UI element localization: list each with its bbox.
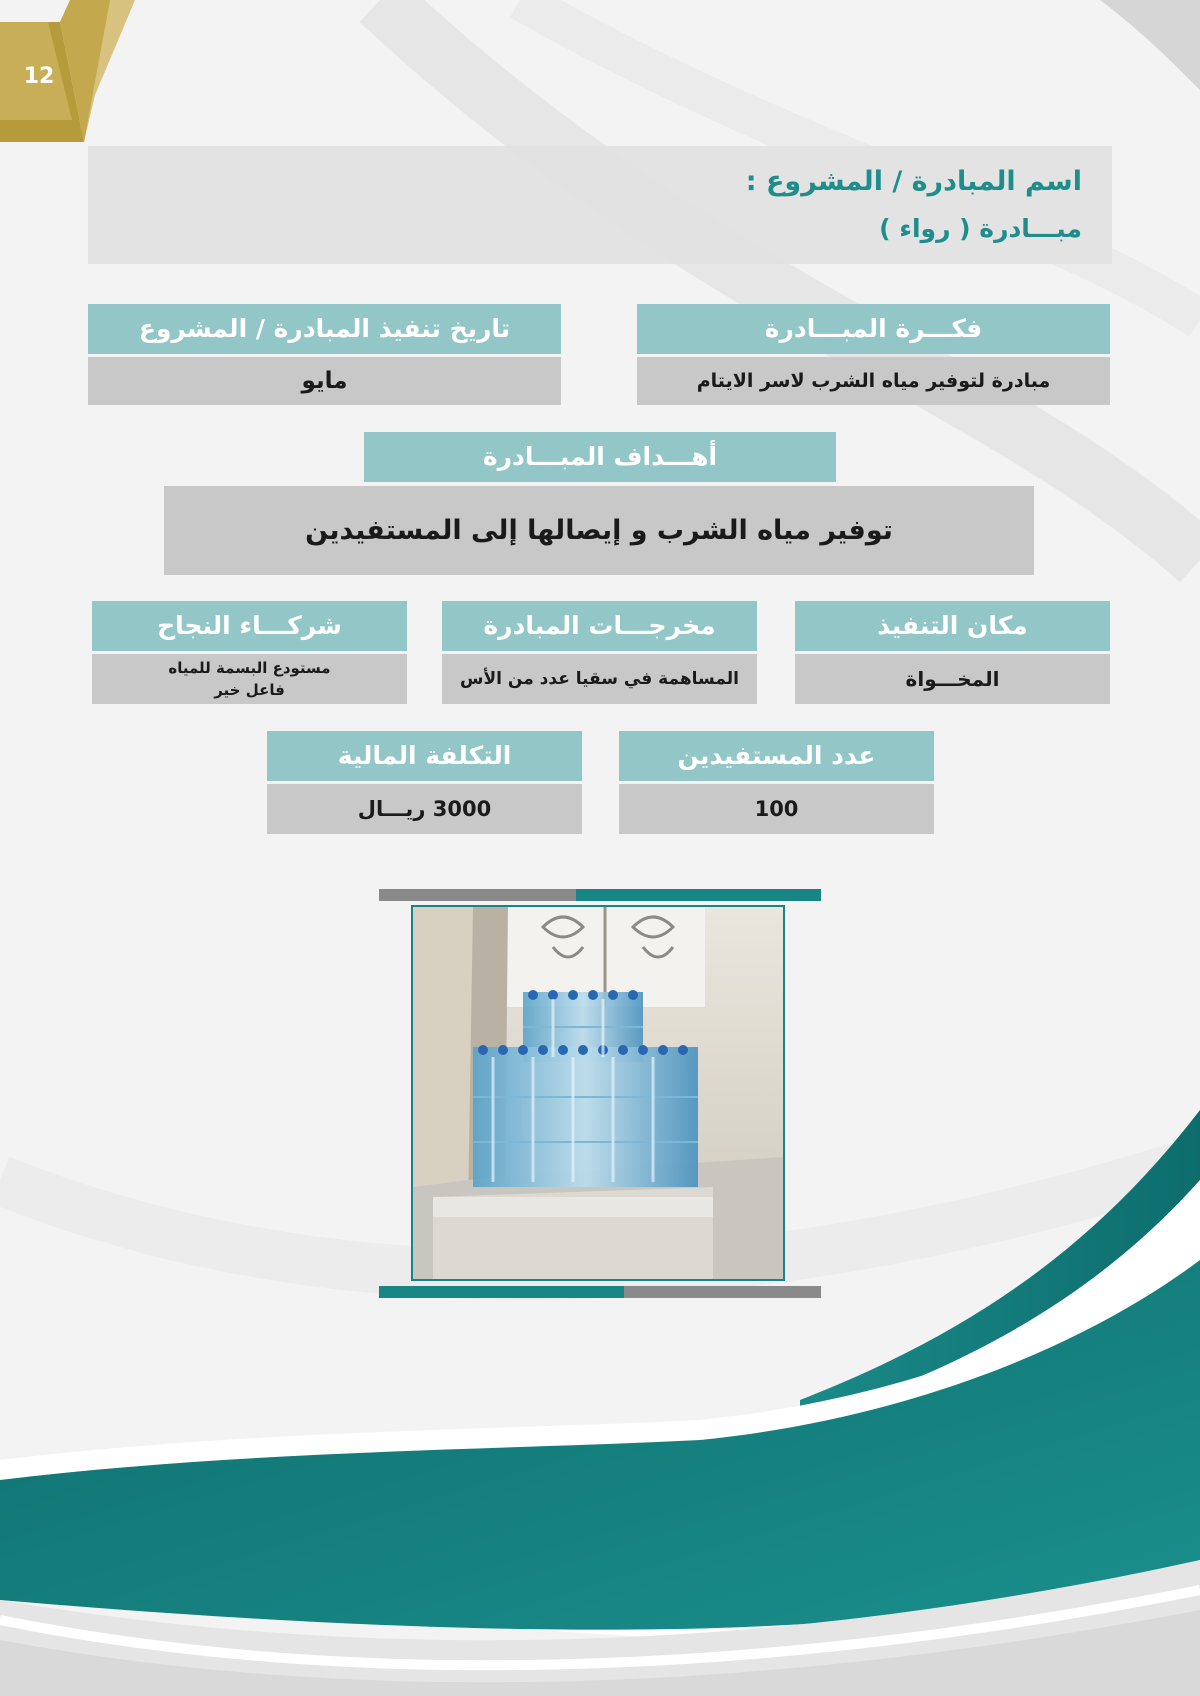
partners-label: شركـــاء النجاح: [92, 601, 407, 651]
photo-top-bar: [379, 889, 821, 901]
project-name-value: مبـــادرة ( رواء ): [879, 214, 1082, 243]
project-name-panel: [88, 146, 1112, 264]
date-label: تاريخ تنفيذ المبادرة / المشروع: [88, 304, 561, 354]
idea-card: [637, 304, 1110, 405]
beneficiaries-value: 100: [619, 784, 934, 834]
location-value: المخـــواة: [795, 654, 1110, 704]
date-card: [88, 304, 561, 405]
outputs-value: المساهمة في سقيا عدد من الأس: [442, 654, 757, 704]
page-number: 12: [23, 64, 55, 89]
location-card: [795, 601, 1110, 704]
idea-label: فكـــرة المبـــادرة: [637, 304, 1110, 354]
partners-value-line1: مستودع البسمة للمياه: [168, 659, 331, 677]
outputs-label: مخرجـــات المبادرة: [442, 601, 757, 651]
goals-header-box: [364, 432, 836, 482]
water-bottles-illustration: [413, 907, 783, 1279]
beneficiaries-card: [619, 731, 934, 834]
location-label: مكان التنفيذ: [795, 601, 1110, 651]
photo-bottom-bar: [379, 1286, 821, 1298]
idea-value: مبادرة لتوفير مياه الشرب لاسر الايتام: [637, 357, 1110, 405]
partners-card: [92, 601, 407, 704]
project-name-label: اسم المبادرة / المشروع :: [745, 166, 1082, 197]
goals-body-box: [164, 486, 1034, 575]
partners-value: [92, 654, 407, 704]
goals-value: توفير مياه الشرب و إيصالها إلى المستفيدين: [164, 486, 1034, 575]
cost-label: التكلفة المالية: [267, 731, 582, 781]
date-value: مايو: [88, 357, 561, 405]
goals-label: أهـــداف المبـــادرة: [364, 432, 836, 482]
partners-value-line2: فاعل خير: [214, 681, 285, 699]
outputs-card: [442, 601, 757, 704]
water-bottles-photo: [411, 905, 785, 1281]
cost-value: 3000 ريـــال: [267, 784, 582, 834]
cost-card: [267, 731, 582, 834]
beneficiaries-label: عدد المستفيدين: [619, 731, 934, 781]
